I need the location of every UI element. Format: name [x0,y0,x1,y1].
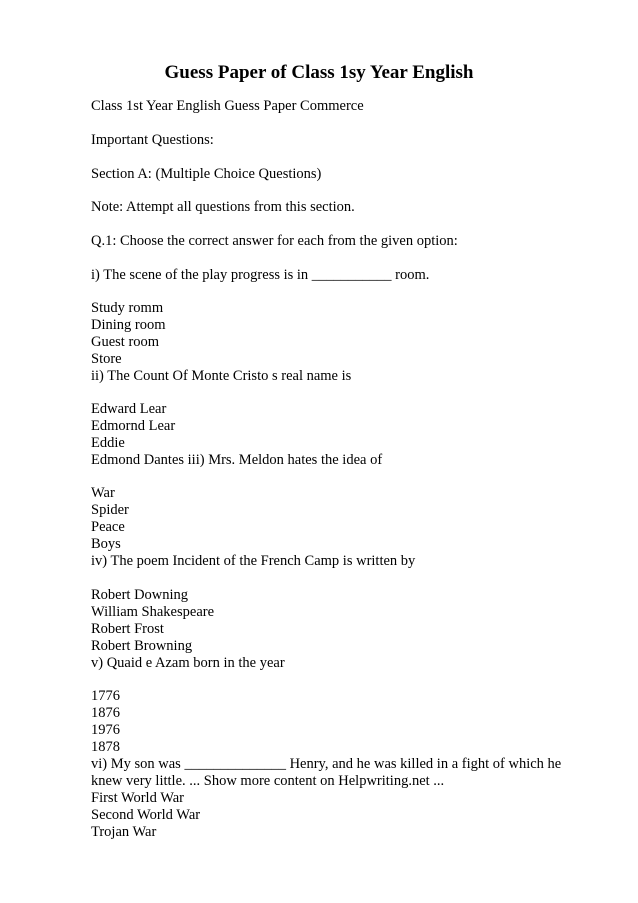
instruction-text: Q.1: Choose the correct answer for each from the given option: [91,233,458,249]
q5-option-b: 1876 [91,705,120,721]
q3-option-b: Spider [91,502,129,518]
section-heading: Section A: (Multiple Choice Questions) [91,166,322,182]
page-title: Guess Paper of Class 1sy Year English [164,62,474,83]
q6-option-a: First World War [91,790,184,806]
q1-option-b: Dining room [91,317,166,333]
question-6-line-1: vi) My son was ______________ Henry, and he was killed in a fight of which he [91,756,562,772]
q6-option-b: Second World War [91,807,201,823]
note-text: Note: Attempt all questions from this section. [91,199,355,215]
document-subtitle: Class 1st Year English Guess Paper Commerce [91,98,364,114]
question-1: i) The scene of the play progress is in ___________ room. [91,267,430,283]
q2-option-b: Edmornd Lear [91,418,176,434]
q1-option-c: Guest room [91,334,160,350]
q6-option-c: Trojan War [91,824,157,840]
important-heading: Important Questions: [91,132,214,148]
question-2: ii) The Count Of Monte Cristo s real name is [91,368,352,384]
question-6-line-2: knew very little. ... Show more content on Helpwriting.net ... [91,773,445,789]
q4-option-a: Robert Downing [91,587,189,603]
q4-option-c: Robert Frost [91,621,164,637]
q2-option-a: Edward Lear [91,401,167,417]
q1-option-a: Study romm [91,300,164,316]
q4-option-d: Robert Browning [91,638,193,654]
q1-option-d: Store [91,351,122,367]
q3-option-d: Boys [91,536,121,552]
q3-option-c: Peace [91,519,125,535]
q3-option-a: War [91,485,115,501]
q2-option-c: Eddie [91,435,125,451]
q5-option-a: 1776 [91,688,120,704]
question-5: v) Quaid e Azam born in the year [91,655,285,671]
q5-option-c: 1976 [91,722,120,738]
question-4: iv) The poem Incident of the French Camp is written by [91,553,416,569]
q5-option-d: 1878 [91,739,120,755]
q4-option-b: William Shakespeare [91,604,215,620]
q2-option-d-and-question-3: Edmond Dantes iii) Mrs. Meldon hates the idea of [91,452,383,468]
